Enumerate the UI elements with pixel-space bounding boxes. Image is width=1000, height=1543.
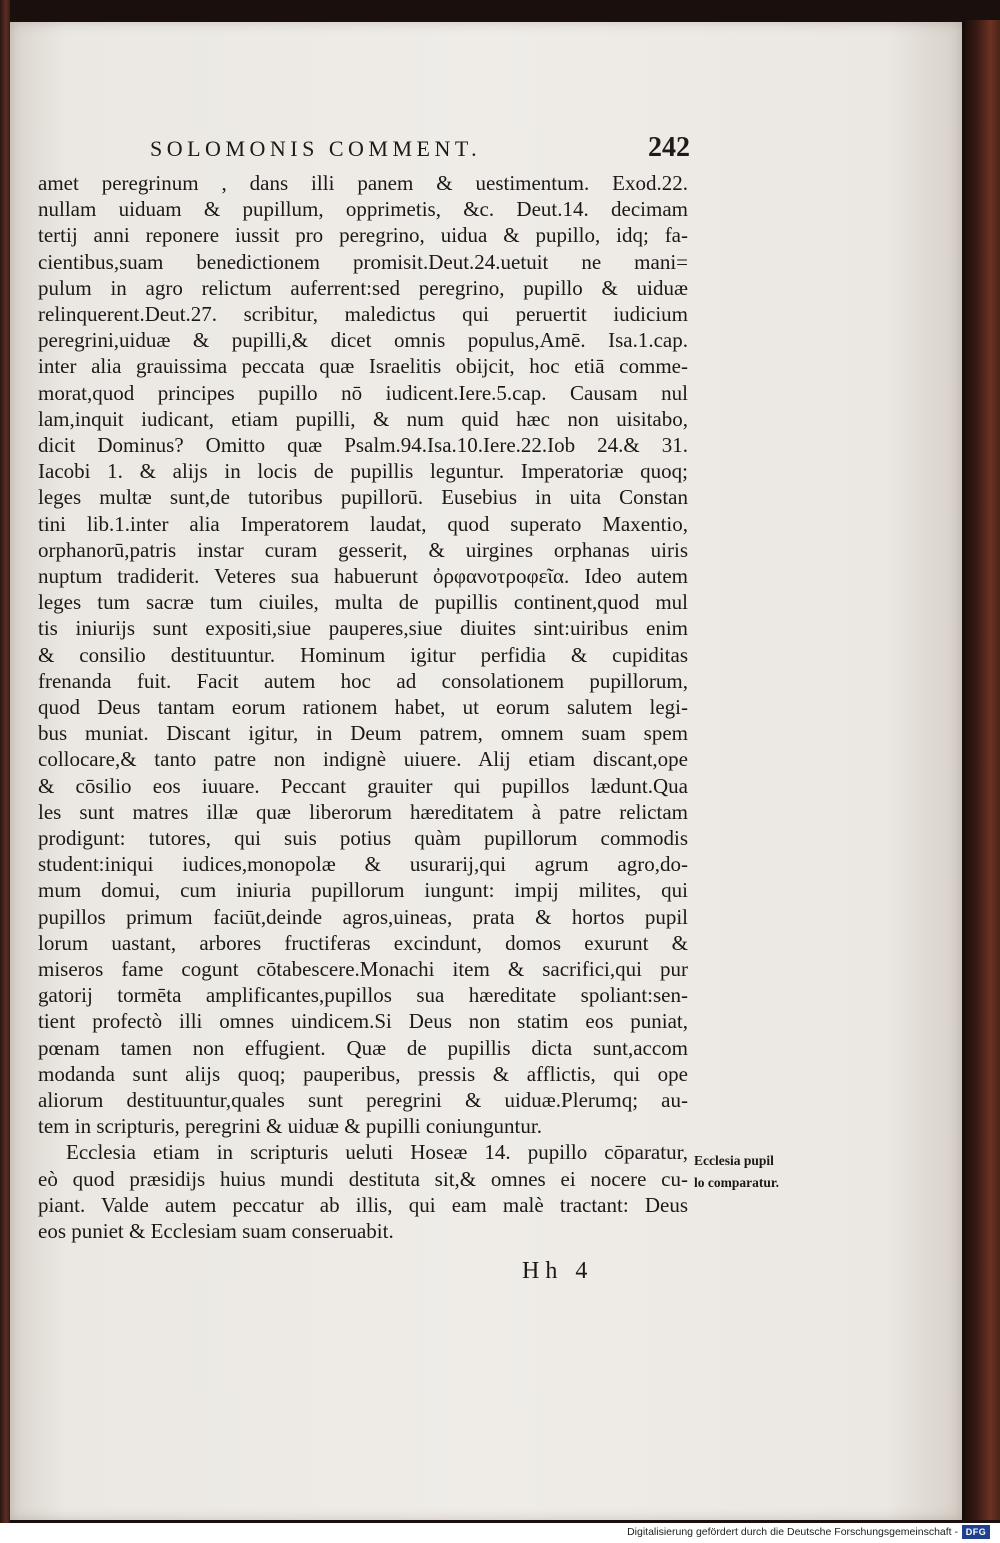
text-line: quod Deus tantam eorum rationem habet, ut eorum salutem legi- [38,695,688,719]
running-head [150,132,690,168]
marginal-note [694,1150,814,1194]
text-line: tem in scripturis, peregrini & uiduæ & pupilli coniunguntur. [38,1114,542,1138]
text-line: leges tum sacræ tum ciuiles, multa de pupillis continent,quod mul [38,590,688,614]
text-line: Iacobi 1. & alijs in locis de pupillis leguntur. Imperatoriæ quoq; [38,459,688,483]
text-line: bus muniat. Discant igitur, in Deum patrem, omnem suam spem [38,721,688,745]
text-line: nullam uiduam & pupillum, opprimetis, &c. Deut.14. decimam [38,197,688,221]
marginal-note-line: lo comparatur. [694,1175,779,1190]
dfg-logo-icon: DFG [962,1525,990,1539]
text-line: eò quod præsidijs huius mundi destituta sit,& omnes ei nocere cu- [38,1167,688,1191]
text-line: pupillos primum faciūt,deinde agros,uineas, prata & hortos pupil [38,905,688,929]
book-page [10,22,962,1520]
text-line: miseros fame cogunt cōtabescere.Monachi item & sacrifici,qui pur [38,957,688,981]
book-spine-edge [0,0,10,1523]
text-line: cientibus,suam benedictionem promisit.Deut.24.uetuit ne mani= [38,250,688,274]
text-line: tis iniurijs sunt expositi,siue pauperes,siue diuites sint:uiribus enim [38,616,688,640]
signature-mark: Hh 4 [522,1258,594,1284]
text-line: morat,quod principes pupillo nō iudicent.Iere.5.cap. Causam nul [38,381,688,405]
text-line: pœnam tamen non effugient. Quæ de pupillis dicta sunt,accom [38,1036,688,1060]
book-cover-edge [962,20,1000,1520]
text-line: les sunt matres illæ quæ liberorum hæreditatem à patre relictam [38,800,688,824]
text-line: modanda sunt alijs quoq; pauperibus, pressis & afflictis, qui ope [38,1062,688,1086]
running-head-title: SOLOMONIS COMMENT. [150,136,482,161]
text-line: lorum uastant, arbores fructiferas excindunt, domos exurunt & [38,931,688,955]
footer-credit: Digitalisierung gefördert durch die Deutsche Forschungsgemeinschaft - [627,1526,958,1538]
text-line: & consilio destituuntur. Hominum igitur perfidia & cupiditas [38,643,688,667]
text-line: mum domui, cum iniuria pupillorum iungunt: impij milites, qui [38,878,688,902]
marginal-note-line: Ecclesia pupil [694,1153,774,1168]
text-line: & cōsilio eos iuuare. Peccant grauiter qui pupillos lædunt.Qua [38,774,688,798]
text-line: eos puniet & Ecclesiam suam conseruabit. [38,1219,394,1243]
text-line: tertij anni reponere iussit pro peregrino, uidua & pupillo, idq; fa- [38,223,688,247]
footer-bar [0,1523,1000,1543]
text-line: dicit Dominus? Omitto quæ Psalm.94.Isa.10.Iere.22.Iob 24.& 31. [38,433,688,457]
text-line: tient profectò illi omnes uindicem.Si Deus non statim eos puniat, [38,1009,688,1033]
text-line: aliorum destituuntur,quales sunt peregrini & uiduæ.Plerumq; au- [38,1088,688,1112]
text-line: collocare,& tanto patre non indignè uiuere. Alij etiam discant,ope [38,747,688,771]
text-line: amet peregrinum , dans illi panem & uestimentum. Exod.22. [38,171,688,195]
text-line: prodigunt: tutores, qui suis potius quàm pupillorum commodis [38,826,688,850]
text-line: leges multæ sunt,de tutoribus pupillorū. Eusebius in uita Constan [38,485,688,509]
text-line: pulum in agro relictum auferrent:sed peregrino, pupillo & uiduæ [38,276,688,300]
text-line: inter alia grauissima peccata quæ Israelitis obijcit, hoc etiā comme- [38,354,688,378]
text-line: orphanorū,patris instar curam gesserit, & uirgines orphanas uiris [38,538,688,562]
page-number: 242 [648,132,690,163]
text-line: relinquerent.Deut.27. scribitur, maledictus qui peruertit iudicium [38,302,688,326]
text-line: piant. Valde autem peccatur ab illis, qui eam malè tractant: Deus [38,1193,688,1217]
text-line: frenanda fuit. Facit autem hoc ad consolationem pupillorum, [38,669,688,693]
text-line: gatorij tormēta amplificantes,pupillos sua hæreditate spoliant:sen- [38,983,688,1007]
text-line: Ecclesia etiam in scripturis ueluti Hoseæ 14. pupillo cōparatur, [66,1140,688,1164]
text-line: nuptum tradiderit. Veteres sua habuerunt ὀρφανοτροφεῖα. Ideo autem [38,564,688,588]
text-line: peregrini,uiduæ & pupilli,& dicet omnis populus,Amē. Isa.1.cap. [38,328,688,352]
text-line: tini lib.1.inter alia Imperatorem laudat, quod superato Maxentio, [38,512,688,536]
text-line: student:iniqui iudices,monopolæ & usurarij,qui agrum agro,do- [38,852,688,876]
text-line: lam,inquit iudicant, etiam pupilli, & num quid hæc non uisitabo, [38,407,688,431]
